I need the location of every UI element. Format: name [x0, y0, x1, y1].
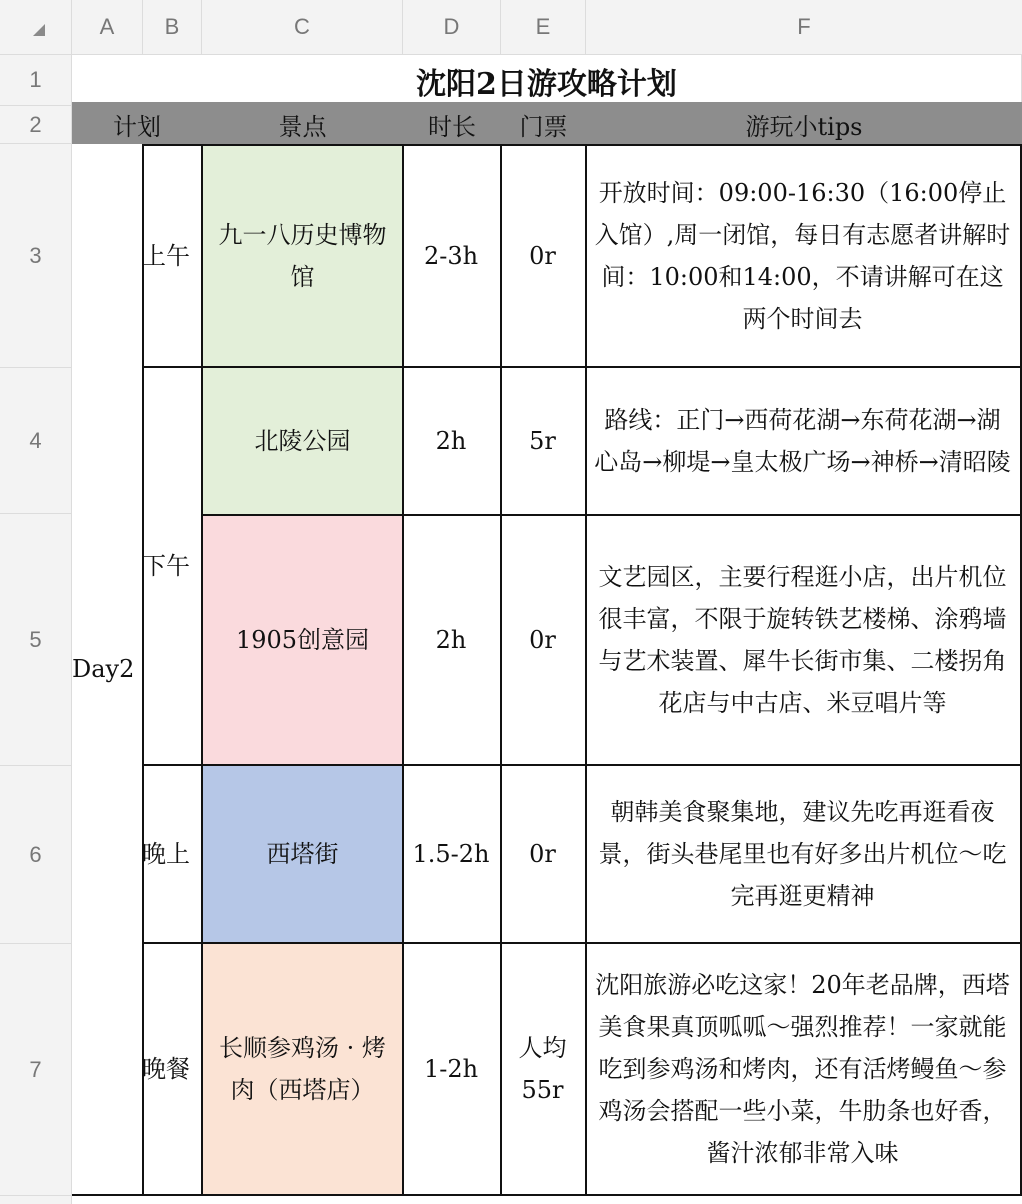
row-header-2[interactable]: 2 [0, 106, 72, 144]
spot-cell[interactable]: 西塔街 [201, 764, 404, 944]
column-header-c[interactable]: C [202, 0, 403, 55]
ticket-cell[interactable]: 人均55r [500, 942, 587, 1196]
row-header-1[interactable]: 1 [0, 55, 72, 106]
duration-cell[interactable]: 2h [402, 514, 502, 766]
tips-cell[interactable]: 沈阳旅游必吃这家！20年老品牌，西塔美食果真顶呱呱～强烈推荐！一家就能吃到参鸡汤和烤肉，还有活烤鳗鱼～参鸡汤会搭配一些小菜，牛肋条也好香，酱汁浓郁非常入味 [585, 942, 1022, 1196]
header-duration[interactable]: 时长 [428, 113, 476, 141]
duration-cell[interactable]: 2-3h [402, 144, 502, 368]
tips-cell[interactable]: 文艺园区，主要行程逛小店，出片机位很丰富，不限于旋转铁艺楼梯、涂鸦墙与艺术装置、犀牛长街市集、二楼拐角花店与中古店、米豆唱片等 [585, 514, 1022, 766]
select-all-icon [33, 24, 45, 36]
tips-cell[interactable]: 开放时间：09:00-16:30（16:00停止入馆）,周一闭馆，每日有志愿者讲解时间：10:00和14:00，不请讲解可在这两个时间去 [585, 144, 1022, 368]
ticket-cell[interactable]: 5r [500, 366, 587, 516]
row-header-3[interactable]: 3 [0, 144, 72, 368]
spot-cell[interactable]: 长顺参鸡汤 · 烤肉（西塔店） [201, 942, 404, 1196]
row-header-5[interactable]: 5 [0, 514, 72, 766]
duration-cell[interactable]: 1-2h [402, 942, 502, 1196]
duration-cell[interactable]: 2h [402, 366, 502, 516]
header-ticket[interactable]: 门票 [519, 113, 568, 141]
sheet-title[interactable]: 沈阳2日游攻略计划 [72, 55, 1022, 106]
column-header-d[interactable]: D [403, 0, 501, 55]
row-header-4[interactable]: 4 [0, 368, 72, 514]
day-cell[interactable]: Day2 [72, 144, 144, 1196]
duration-cell[interactable]: 1.5-2h [402, 764, 502, 944]
spot-cell[interactable]: 1905创意园 [201, 514, 404, 766]
header-spot[interactable]: 景点 [278, 113, 327, 141]
row-header-6[interactable]: 6 [0, 766, 72, 944]
column-header-e[interactable]: E [501, 0, 586, 55]
tips-cell[interactable]: 朝韩美食聚集地，建议先吃再逛看夜景，街头巷尾里也有好多出片机位～吃完再逛更精神 [585, 764, 1022, 944]
period-dinner[interactable]: 晚餐 [142, 942, 203, 1196]
select-all-corner[interactable] [0, 0, 72, 55]
period-evening[interactable]: 晚上 [142, 764, 203, 944]
spot-cell[interactable]: 北陵公园 [201, 366, 404, 516]
row-header-8 [0, 1196, 72, 1204]
ticket-cell[interactable]: 0r [500, 144, 587, 368]
tips-cell[interactable]: 路线：正门→西荷花湖→东荷花湖→湖心岛→柳堤→皇太极广场→神桥→清昭陵 [585, 366, 1022, 516]
header-tips[interactable]: 游玩小tips [745, 113, 863, 141]
ticket-cell[interactable]: 0r [500, 764, 587, 944]
column-header-a[interactable]: A [72, 0, 143, 55]
column-header-f[interactable]: F [586, 0, 1022, 55]
period-afternoon[interactable]: 下午 [142, 366, 203, 766]
period-morning[interactable]: 上午 [142, 144, 203, 368]
spot-cell[interactable]: 九一八历史博物馆 [201, 144, 404, 368]
ticket-cell[interactable]: 0r [500, 514, 587, 766]
column-header-b[interactable]: B [143, 0, 202, 55]
header-plan[interactable]: 计划 [113, 113, 161, 141]
row-header-7[interactable]: 7 [0, 944, 72, 1196]
